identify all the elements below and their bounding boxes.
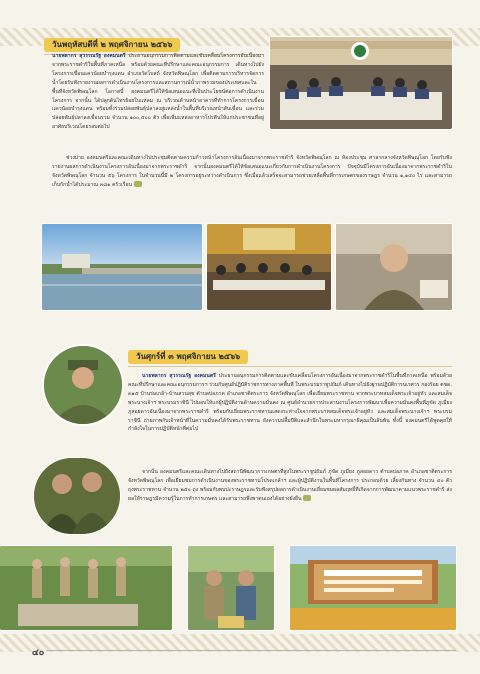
section2-para1-text: ประธานอนุกรรมการติดตามและขับเคลื่อนโครงการอันเนื่องมาจากพระราชดำริในพื้นที่ภาคเหนือ พร้อมด้วยคณะที่ปรึกษาและคณะอนุกรรมการฯ ร่วมกับศูนย์ปฏิบัติราชการทางภาคพื้นที่ ในพระบรมราชูปถัมภ์ เดินทางไปยังฐานปฏิบัติการนเรศวร กองร้อย ตชด. ๓๑๕ บ้านร่มเกล้า-บ้านสวนสุข ตำบลบ่อภาค อำเภอชาติตระการ จังหวัดพิษณุโลก เพื่อเยี่ยมพระราชทาน จากพระบาทสมเด็จพระเจ้าอยู่หัว และสมเด็จพระนางเจ้าฯ พระบรมราชินี ไปมอบให้แก่ผู้ปฏิบัติงานด้านความมั่นคง ณ ศูนย์อำนวยการประสานงานโครงการพัฒนาเพื่อความมั่นคงพื้นที่ภูขัด ภูเมี่ยง ภูสอยดาวอันเนื่องมาจากพระราชดำริ พร้อมกับเยี่ยมพระราชทานแสดงระห่างใจจากพระบาทสมเด็จพระเจ้าอยู่หัว และสมเด็จพระนางเจ้าฯ พระบรมราชินี ถ่ายภาพกับเจ้าหน้าที่ในความมั่นคงได้รับพระราชทาน ยังความปลื้มปีติและสำนึกในพระมหากรุณาธิคุณเป็นล้นพ้น ทั้งนี้ องคมนตรีได้พูดคุยให้กำลังใจในการปฏิบัติหน้าที่ต่อไป [128, 373, 452, 433]
garden-photo [0, 546, 172, 630]
conference-photo [207, 224, 331, 310]
section1-para2-text: ช่วงบ่าย องคมนตรีและคณะเดินทางไปประชุมติดตามความก้าวหน้าโครงการอันเนื่องมาจากพระราชดำริ จังหวัดพิษณุโลก ณ ห้องประชุม ศาลากลางจังหวัดพิษณุโลก โดยรับฟังรายงานผลการดำเนินงานโครงการอันเนื่องมาจากพระราชดำริ จากนั้นองคมนตรีได้ให้ข้อเสนอแนะเกี่ยวกับการดำเนินงานโครงการ ปัจจุบันมีโครงการอันเนื่องมาจากพระราชดำริในจังหวัดพิษณุโลก จำนวน ๕๖ โครงการ ในจำนวนนี้มี ๒ โครงการอยู่ระหว่างดำเนินการ ซึ่งเมื่อแล้วเสร็จจะสามารถช่วยเหลือพื้นที่การเกษตรของราษฎร จำนวน ๑,๑๔๐ ไร่ และสามารถเก็บกักน้ำได้ประมาณ ๓๘๑ ครัวเรือน [52, 155, 452, 188]
section1-para1-name: นายพลากร สุวรรณรัฐ องคมนตรี [52, 53, 126, 59]
footer-rule [46, 650, 456, 651]
greeting-photo-art [188, 546, 274, 630]
section1-para1 [52, 52, 264, 144]
meeting-photo-art [270, 37, 452, 129]
official-portrait-photo [336, 224, 452, 310]
section2-para2 [128, 468, 452, 536]
dam-photo-art [42, 224, 202, 310]
section1-date-tab: วันพฤหัสบดีที่ ๒ พฤศจิกายน ๒๕๖๖ [44, 38, 180, 52]
conference-photo-art [207, 224, 331, 310]
section2-para1 [128, 372, 452, 462]
official-portrait-photo-art [336, 224, 452, 310]
leaf-icon [134, 181, 142, 187]
station-sign-photo-art [290, 546, 456, 630]
section2-para1-name: นายพลากร สุวรรณรัฐ องคมนตรี [142, 373, 216, 379]
section1-para1-text: ประธานอนุกรรมการติดตามและขับเคลื่อนโครงการอันเนื่องมาจากพระราชดำริในพื้นที่ภาคเหนือ พร้อมด้วยคณะที่ปรึกษาและคณะอนุกรรมการ เดินทางไปยังโครงการเขื่อนแควน้อยบำรุงแดน อำเภอวัดโบสถ์ จังหวัดพิษณุโลก เพื่อติดตามการบริหารจัดการน้ำโดยรับฟังรายงานผลการดำเนินงานโครงการและสถานการณ์น้ำภาพรวมของประเทศและในพื้นที่จังหวัดพิษณุโลก โอกาสนี้ องคมนตรีได้ให้ข้อเสนอแนะที่เป็นประโยชน์ต่อการดำเนินงานโครงการ จากนั้น ได้ปลูกต้นไทรย้อยใบแหลม ณ บริเวณด้านหน้าอาคารที่ทำการโครงการเขื่อนแควน้อยบำรุงแดน พร้อมทั้งร่วมปล่อยพันธุ์ปลาลงสู่แหล่งน้ำในพื้นที่บริเวณหน้าสันเขื่อน และร่วมปล่อยพันธุ์ปลาลงเขื่อนรวม จำนวน ๑๐๐,๕๐๐ ตัว เพื่อเพิ่มแหล่งอาหารโปรตีนให้แก่ประชาชนที่อยู่อาศัยบริเวณโดยรอบต่อไป [52, 53, 264, 131]
greeting-photo [188, 546, 274, 630]
officer-circle-art [44, 346, 122, 424]
section2-rule [128, 366, 452, 367]
leaf-icon [303, 495, 311, 501]
section1-para2 [52, 154, 452, 216]
page-number: ๔๐ [32, 648, 45, 658]
section2-date-tab: วันศุกร์ที่ ๓ พฤศจิกายน ๒๕๖๖ [128, 350, 248, 364]
garden-photo-art [0, 546, 172, 630]
meeting-photo [270, 37, 452, 129]
soldier-photo-art [34, 458, 120, 534]
officer-circle-photo [44, 346, 122, 424]
soldier-photo [34, 458, 120, 534]
station-sign-photo [290, 546, 456, 630]
section2-para2-text: จากนั้น องคมนตรีและคณะเดินทางไปยังสถานีพัฒนาการเกษตรที่สูงในพระราชูปถัมภ์ ภูขัด ภูเมี่ยง ภูสอยดาว ตำบลบ่อภาค อำเภอชาติตระการ จังหวัดพิษณุโลก เพื่อเยี่ยมชมการดำเนินงานของพระราชทานโปรดเกล้าฯ และผู้ปฏิบัติงานในพื้นที่โครงการ ประกอบด้วย เลี้ยงกันทาง จำนวน ๔๐ ตัว ถุงพระราชทาน จำนวน ๒๕๐ ถุง พร้อมกับพบปะราษฎรและรับฟังสรุปผลการดำเนินงานเยี่ยมชมผลสัมฤทธิ์ที่เกิดจากการพัฒนาตามแนวพระราชดำริ ส่งผลให้ราษฎรมีความรู้ในการทำการเกษตร และสามารถพึ่งพาตนเองได้อย่างยั่งยืน [128, 469, 452, 502]
dam-photo [42, 224, 202, 310]
